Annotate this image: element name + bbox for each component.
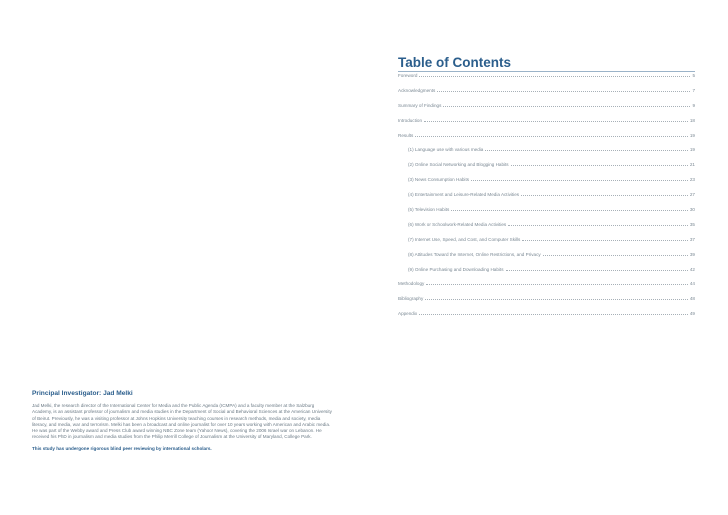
toc-entry-label: Appendix <box>398 311 418 317</box>
toc-entry[interactable] <box>398 177 695 182</box>
toc-dot-leader <box>419 311 688 315</box>
toc-entry-page: 39 <box>689 251 695 257</box>
toc-dot-leader <box>426 281 688 285</box>
toc-entry[interactable] <box>398 207 695 212</box>
toc-entry-label: Acknowledgments <box>398 87 436 93</box>
toc-entry[interactable] <box>398 311 695 316</box>
toc-entry-page: 44 <box>689 281 695 287</box>
toc-entry-page: 7 <box>692 87 695 93</box>
toc-dot-leader <box>471 177 688 181</box>
toc-entry[interactable] <box>398 252 695 257</box>
right-page <box>364 0 728 515</box>
toc-entry-label: (1) Language use with various media <box>408 147 484 153</box>
toc-entry-label: Summary of Findings <box>398 102 442 108</box>
toc-entry-page: 42 <box>689 266 695 272</box>
toc-entry[interactable] <box>398 118 695 123</box>
toc-entry-label: Foreword <box>398 73 418 78</box>
toc-entry-page: 21 <box>689 162 695 168</box>
investigator-title: Principal Investigator: Jad Melki <box>32 390 133 397</box>
toc-title: Table of Contents <box>398 55 511 70</box>
toc-dot-leader <box>508 222 688 226</box>
toc-entry-page: 19 <box>689 147 695 153</box>
toc-dot-leader <box>415 133 688 137</box>
toc-entry-page: 30 <box>689 207 695 213</box>
toc-dot-leader <box>543 252 688 256</box>
investigator-block <box>32 390 332 451</box>
toc-entry-page: 37 <box>689 236 695 242</box>
toc-entry-page: 48 <box>689 296 695 302</box>
toc-entry-label: (2) Online Social Networking and Blogging Habits <box>408 162 509 168</box>
toc-entry-page: 35 <box>689 221 695 227</box>
toc-entry[interactable] <box>398 103 695 108</box>
toc-entry-label: (5) Television Habits <box>408 207 450 213</box>
toc-entry[interactable] <box>398 267 695 272</box>
toc-entry[interactable] <box>398 73 695 78</box>
toc-entry-label: (6) Work or Schoolwork-Related Media Activities <box>408 221 507 227</box>
toc-list <box>398 73 695 326</box>
toc-dot-leader <box>425 296 688 300</box>
toc-dot-leader <box>511 162 688 166</box>
toc-entry-label: (9) Online Purchasing and Downloading Habits <box>408 266 504 272</box>
toc-title-rule <box>398 71 695 72</box>
toc-entry-label: (3) News Consumption Habits <box>408 177 470 183</box>
toc-entry-label: Bibliography <box>398 296 424 302</box>
toc-dot-leader <box>424 118 688 122</box>
toc-dot-leader <box>419 73 690 77</box>
toc-entry[interactable] <box>398 88 695 93</box>
toc-dot-leader <box>451 207 688 211</box>
toc-entry-label: Results <box>398 132 414 138</box>
toc-entry-page: 49 <box>689 311 695 317</box>
toc-dot-leader <box>521 192 688 196</box>
toc-dot-leader <box>506 267 688 271</box>
toc-entry[interactable] <box>398 133 695 138</box>
toc-entry[interactable] <box>398 296 695 301</box>
toc-dot-leader <box>437 88 690 92</box>
toc-dot-leader <box>522 237 688 241</box>
toc-entry[interactable] <box>398 192 695 197</box>
toc-entry-page: 27 <box>689 192 695 198</box>
toc-dot-leader <box>443 103 690 107</box>
toc-entry-page: 9 <box>692 102 695 108</box>
toc-entry[interactable] <box>398 222 695 227</box>
toc-entry[interactable] <box>398 237 695 242</box>
toc-entry[interactable] <box>398 281 695 286</box>
toc-entry[interactable] <box>398 147 695 152</box>
toc-entry-page: 5 <box>692 73 695 78</box>
toc-entry-label: (4) Entertainment and Leisure-Related Media Activities <box>408 192 520 198</box>
toc-entry-page: 19 <box>689 132 695 138</box>
toc-entry-label: Introduction <box>398 117 423 123</box>
peer-review-note: This study has undergone rigorous blind peer reviewing by international scholars. <box>32 445 212 451</box>
toc-entry-label: (8) Attitudes Toward the Internet, Online Restrictions, and Privacy <box>408 251 541 257</box>
toc-entry[interactable] <box>398 162 695 167</box>
toc-entry-label: Methodology <box>398 281 425 287</box>
toc-entry-page: 18 <box>689 117 695 123</box>
toc-entry-label: (7) Internet Use, Speed, and Cost, and Computer Skills <box>408 236 521 242</box>
toc-entry-page: 23 <box>689 177 695 183</box>
investigator-bio: Jad Melki, the research director of the International Center for Media and the Public Agenda (ICMPA) and a faculty member at the Salzburg Academy, is an assistant professor of journalism and media studies in the Department of Social and Behavioral Sciences at the American University of Beirut. Previously, he was a visiting professor at Johns Hopkins University teaching courses in research methods, media and society, media literacy, and media, war and terrorism. Melki has been a broadcast and online journalist for over 10 years working with American and Arabic media. He was part of the Webby award and Press Club award winning NBC Zone team (Yahoo! News), covering the 2006 Israel war on Lebanon. He received his PhD in journalism and media studies from the Philip Merrill College of Journalism at the University of Maryland, College Park. <box>32 403 332 440</box>
toc-dot-leader <box>485 147 688 151</box>
